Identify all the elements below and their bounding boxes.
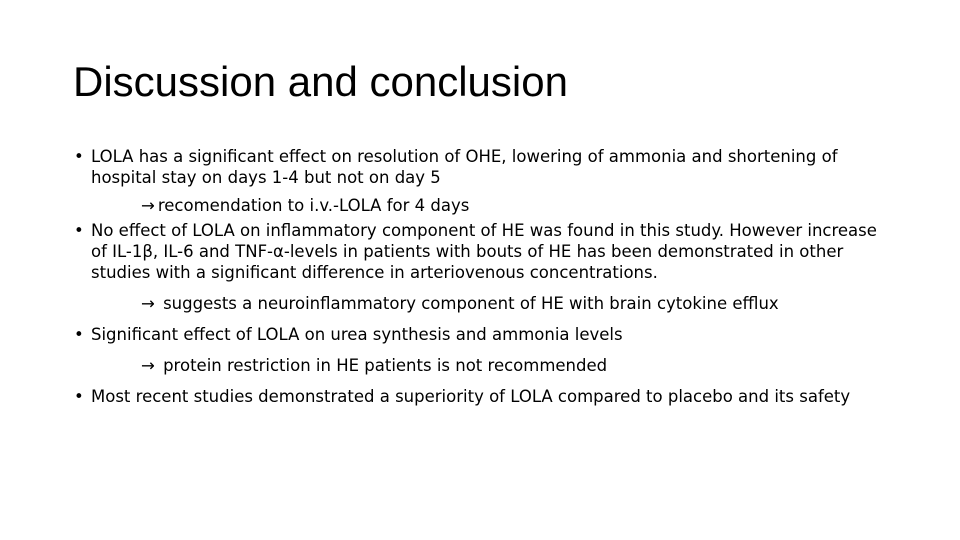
bullet-item (74, 386, 894, 407)
bullet-dot: • (74, 387, 84, 406)
bullet-item (74, 220, 894, 283)
bullet-item (74, 146, 894, 188)
bullet-text: No effect of LOLA on inflammatory component of HE was found in this study. However increase of IL-1β, IL-6 and TNF-α-levels in patients with bouts of HE has been demonstrated in other studies with a significant difference in arteriovenous concentrations. (91, 221, 877, 282)
sub-point-text: recomendation to i.v.-LOLA for 4 days (157, 196, 470, 215)
sub-point-text: protein restriction in HE patients is not recommended (163, 356, 608, 375)
arrow-icon: → (141, 294, 155, 313)
bullet-list (74, 146, 894, 407)
slide-title: Discussion and conclusion (73, 58, 568, 105)
sub-point (74, 293, 894, 314)
bullet-dot: • (74, 147, 84, 166)
bullet-dot: • (74, 221, 84, 240)
arrow-icon: → (141, 356, 155, 375)
sub-point (74, 355, 894, 376)
bullet-dot: • (74, 325, 84, 344)
arrow-icon: → (141, 196, 155, 215)
bullet-text: LOLA has a significant effect on resolution of OHE, lowering of ammonia and shortening of hospital stay on days 1-4 but not on day 5 (91, 147, 838, 187)
bullet-text: Most recent studies demonstrated a superiority of LOLA compared to placebo and its safety (91, 387, 851, 406)
sub-point (74, 195, 894, 216)
bullet-text: Significant effect of LOLA on urea synthesis and ammonia levels (91, 325, 623, 344)
sub-point-text: suggests a neuroinflammatory component of HE with brain cytokine efflux (163, 294, 779, 313)
bullet-item (74, 324, 894, 345)
